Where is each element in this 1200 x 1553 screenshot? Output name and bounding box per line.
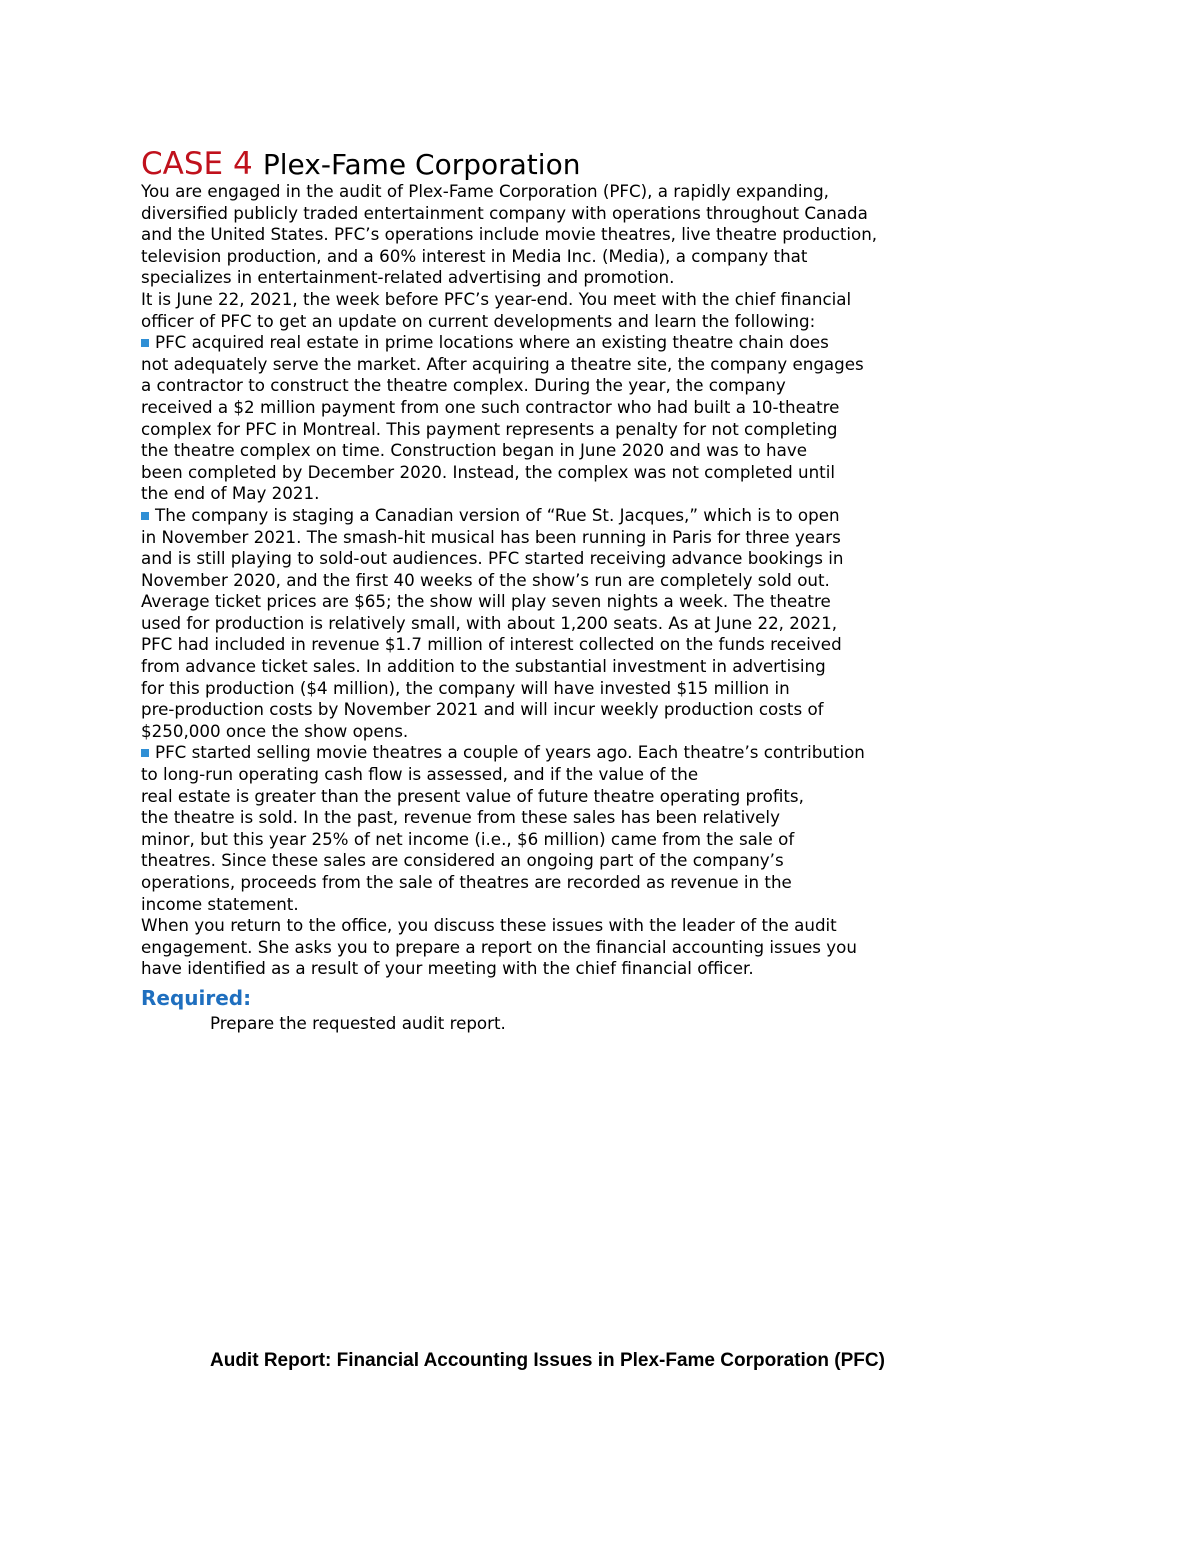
text-line <box>141 440 1141 462</box>
line-text: a contractor to construct the theatre complex. During the year, the company <box>141 375 786 396</box>
line-text: television production, and a 60% interest in Media Inc. (Media), a company that <box>141 245 808 266</box>
required-text: Prepare the requested audit report. <box>210 1013 506 1033</box>
text-line <box>141 548 1141 570</box>
line-text: specializes in entertainment-related advertising and promotion. <box>141 267 675 288</box>
text-line <box>141 354 1141 376</box>
line-text: the theatre is sold. In the past, revenue from these sales has been relatively <box>141 807 780 828</box>
text-line <box>141 894 1141 916</box>
line-text: from advance ticket sales. In addition to the substantial investment in advertising <box>141 656 826 677</box>
line-text: engagement. She asks you to prepare a report on the financial accounting issues you <box>141 936 857 957</box>
text-line <box>141 246 1141 268</box>
company-name: Plex-Fame Corporation <box>262 148 581 181</box>
text-line <box>141 483 1141 505</box>
text-line <box>141 937 1141 959</box>
line-text: to long-run operating cash flow is assessed, and if the value of the <box>141 764 699 785</box>
text-line <box>141 181 1141 203</box>
text-line <box>141 807 1141 829</box>
line-text: minor, but this year 25% of net income (i.e., $6 million) came from the sale of <box>141 828 795 849</box>
text-line <box>141 591 1141 613</box>
text-line <box>141 786 1141 808</box>
text-line <box>141 634 1141 656</box>
text-line <box>141 613 1141 635</box>
line-text: been completed by December 2020. Instead, the complex was not completed until <box>141 461 835 482</box>
text-line <box>141 462 1141 484</box>
case-label: CASE 4 <box>141 146 253 182</box>
text-line <box>141 289 1141 311</box>
required-heading: Required: <box>141 986 252 1010</box>
text-line <box>141 721 1141 743</box>
line-text: pre-production costs by November 2021 and will incur weekly production costs of <box>141 699 824 720</box>
line-text: officer of PFC to get an update on current developments and learn the following: <box>141 310 816 331</box>
line-text: PFC had included in revenue $1.7 million of interest collected on the funds received <box>141 634 842 655</box>
case-title <box>141 143 580 185</box>
square-bullet-icon <box>141 339 149 347</box>
line-text: received a $2 million payment from one such contractor who had built a 10-theatre <box>141 396 840 417</box>
line-text: for this production ($4 million), the company will have invested $15 million in <box>141 677 790 698</box>
text-line <box>141 570 1141 592</box>
text-line <box>141 915 1141 937</box>
text-line <box>141 958 1141 980</box>
line-text: real estate is greater than the present value of future theatre operating profits, <box>141 785 804 806</box>
line-text: You are engaged in the audit of Plex-Fame Corporation (PFC), a rapidly expanding, <box>141 181 829 201</box>
line-text: complex for PFC in Montreal. This payment represents a penalty for not completing <box>141 418 838 439</box>
text-line <box>141 829 1141 851</box>
bullet-line <box>141 332 1141 354</box>
line-text: operations, proceeds from the sale of theatres are recorded as revenue in the <box>141 872 792 892</box>
bullet-line <box>141 742 1141 764</box>
line-text: used for production is relatively small, with about 1,200 seats. As at June 22, 2021, <box>141 612 838 633</box>
bullet-line <box>141 505 1141 527</box>
text-line <box>141 699 1141 721</box>
report-title: Audit Report: Financial Accounting Issues in Plex-Fame Corporation (PFC) <box>210 1350 885 1371</box>
line-text: in November 2021. The smash-hit musical has been running in Paris for three years <box>141 526 841 547</box>
text-line <box>141 375 1141 397</box>
text-line <box>141 203 1141 225</box>
text-line <box>141 872 1141 894</box>
line-text: PFC acquired real estate in prime locations where an existing theatre chain does <box>155 332 829 353</box>
line-text: Average ticket prices are $65; the show will play seven nights a week. The theatre <box>141 591 831 612</box>
square-bullet-icon <box>141 749 149 757</box>
text-line <box>141 850 1141 872</box>
line-text: and the United States. PFC’s operations include movie theatres, live theatre production, <box>141 224 878 245</box>
line-text: diversified publicly traded entertainment company with operations throughout Canada <box>141 202 868 223</box>
line-text: not adequately serve the market. After acquiring a theatre site, the company engages <box>141 353 864 374</box>
text-line <box>141 267 1141 289</box>
line-text: $250,000 once the show opens. <box>141 720 409 741</box>
square-bullet-icon <box>141 512 149 520</box>
case-body <box>141 181 1141 980</box>
line-text: and is still playing to sold-out audiences. PFC started receiving advance bookings in <box>141 548 844 569</box>
line-text: November 2020, and the first 40 weeks of the show’s run are completely sold out. <box>141 569 830 590</box>
line-text: When you return to the office, you discuss these issues with the leader of the audit <box>141 915 837 936</box>
text-line <box>141 311 1141 333</box>
text-line <box>141 224 1141 246</box>
line-text: have identified as a result of your meeting with the chief financial officer. <box>141 958 754 979</box>
line-text: the end of May 2021. <box>141 483 320 504</box>
line-text: PFC started selling movie theatres a couple of years ago. Each theatre’s contribution <box>155 742 865 763</box>
text-line <box>141 527 1141 549</box>
line-text: income statement. <box>141 893 299 914</box>
text-line <box>141 397 1141 419</box>
text-line <box>141 764 1141 786</box>
text-line <box>141 678 1141 700</box>
line-text: The company is staging a Canadian version of “Rue St. Jacques,” which is to open <box>155 504 840 525</box>
line-text: It is June 22, 2021, the week before PFC’s year-end. You meet with the chief financial <box>141 288 852 309</box>
line-text: the theatre complex on time. Construction began in June 2020 and was to have <box>141 440 807 461</box>
line-text: theatres. Since these sales are considered an ongoing part of the company’s <box>141 850 784 871</box>
text-line <box>141 656 1141 678</box>
text-line <box>141 419 1141 441</box>
